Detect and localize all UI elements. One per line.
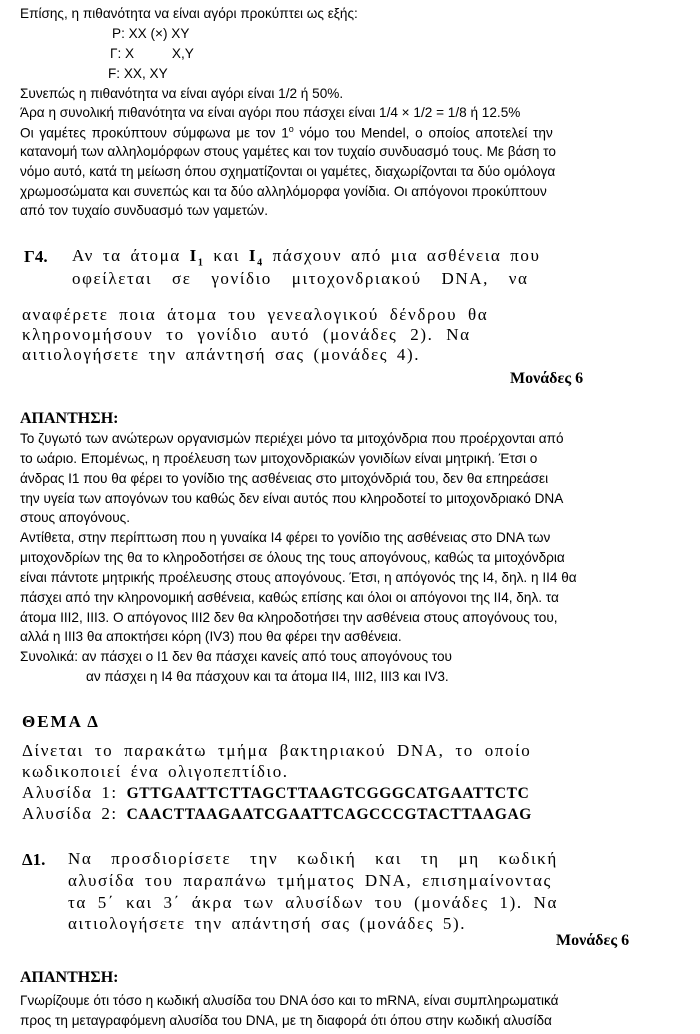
- intro-line-7: χρωμοσώματα και συνεπώς και τα δύο αλληλόμορφα γονίδια. Οι απόγονοι προκύπτουν: [20, 184, 547, 199]
- thema-d-title: ΘΕΜΑ Δ: [22, 712, 100, 731]
- g4-l1-c: πάσχουν από μια ασθένεια που: [263, 246, 541, 265]
- intro-line-5: κατανομή των αλληλομόρφων στους γαμέτες και τον τυχαίο συνδυασμό τους. Με βάση το: [20, 144, 556, 159]
- question-g4-number: Γ4.: [24, 247, 48, 266]
- answer-1-line-2: το ωάριο. Επομένως, η προέλευση των μιτοχονδριακών γονιδίων είναι μητρική. Έτσι ο: [20, 451, 538, 466]
- question-d1-line-3: τα 5΄ και 3΄ άκρα των αλυσίδων του (μονάδες 1). Να: [68, 893, 559, 912]
- answer-1-line-8: είναι πάντοτε μητρικής προέλευσης στους απογόνους. Έτσι, η απόγονός της Ι4, δηλ. η ΙΙ4 θα: [20, 570, 577, 585]
- d1-marks: Μονάδες 6: [556, 932, 630, 949]
- answer-1-line-12: Συνολικά: αν πάσχει ο Ι1 δεν θα πάσχει κανείς από τους απογόνους του: [20, 649, 452, 664]
- intro-line-4-b: νόμο του Mendel, ο οποίος αποτελεί την: [293, 125, 553, 141]
- answer-1-line-5: στους απογόνους.: [20, 510, 130, 525]
- intro-line-6: νόμο αυτό, κατά τη μείωση όπου σχηματίζονται οι γαμέτες, διαχωρίζονται τα δύο ομόλογα: [20, 164, 556, 179]
- question-g4-line-5: αιτιολογήσετε την απάντησή σας (μονάδες 4).: [22, 345, 421, 364]
- answer-1-line-9: πάσχει από την κληρονομική ασθένεια, καθώς επίσης και όλοι οι απόγονοι της ΙΙ4, δηλ. τα: [20, 590, 559, 605]
- answer-1-line-6: Αντίθετα, στην περίπτωση που η γυναίκα Ι4 φέρει το γονίδιο της ασθένειας στο DNA των: [20, 530, 551, 545]
- cross-gametes: Γ: X X,Y: [110, 46, 194, 61]
- ordinal-sup: ο: [288, 124, 294, 134]
- answer-1-line-10: άτομα ΙΙΙ2, ΙΙΙ3. Ο απόγονος ΙΙΙ2 δεν θα κληροδοτήσει την ασθένεια στους απογόνους του,: [20, 610, 558, 625]
- answer-1-summary-line: αν πάσχει η Ι4 θα πάσχουν και τα άτομα ΙΙ4, ΙΙΙ2, ΙΙΙ3 και IV3.: [86, 669, 449, 684]
- dna-chain-2: [22, 804, 532, 824]
- chain-2-sequence: CAACTTAAGAATCGAATTCAGCCCGTACTTAAGAG: [126, 806, 532, 823]
- answer-1-line-3: άνδρας Ι1 που θα φέρει το γονίδιο της ασθένειας στο μιτοχόνδριά του, δεν θα επηρεάσει: [20, 471, 549, 486]
- question-g4-line-2: οφείλεται σε γονίδιο μιτοχονδριακού DNA, να: [72, 269, 529, 288]
- chain-1-label: Αλυσίδα 1:: [22, 783, 127, 802]
- g4-i1: Ι: [189, 246, 198, 265]
- question-d1-line-4: αιτιολογήσετε την απάντησή σας (μονάδες 5).: [68, 914, 467, 933]
- intro-line-1: Επίσης, η πιθανότητα να είναι αγόρι προκύπτει ως εξής:: [20, 6, 358, 21]
- thema-d-line-2: κωδικοποιεί ένα ολιγοπεπτίδιο.: [22, 762, 289, 781]
- g4-i1-sub: 1: [197, 257, 205, 269]
- chain-2-label: Αλυσίδα 2:: [22, 804, 127, 823]
- question-d1-line-2: αλυσίδα του παραπάνω τμήματος DNA, επισημαίνοντας: [68, 871, 552, 890]
- g4-l1-b: και: [204, 246, 249, 265]
- intro-line-4-a: Οι γαμέτες προκύπτουν σύμφωνα με τον 1: [20, 125, 289, 141]
- answer-1-line-1: Το ζυγωτό των ανώτερων οργανισμών περιέχει μόνο τα μιτοχόνδρια που προέρχονται από: [20, 431, 564, 446]
- answer-1-heading: ΑΠΑΝΤΗΣΗ:: [20, 410, 119, 427]
- chain-1-sequence: GTTGAATTCTTAGCTTAAGTCGGGCATGAATTCTC: [126, 785, 530, 802]
- answer-1-line-7: μιτοχονδρίων της θα το κληροδοτήσει σε όλους της τους απογόνους, καθώς τα μιτοχόνδρια: [20, 550, 565, 565]
- question-d1-line-1: Να προσδιορίσετε την κωδική και τη μη κωδική: [68, 849, 558, 868]
- dna-chain-1: [22, 783, 529, 803]
- g4-l1-a: Αν τα άτομα: [72, 246, 190, 265]
- answer-1-line-4: την υγεία των απογόνων του καθώς δεν είναι αυτός που κληροδοτεί το μιτοχονδριακό DNA: [20, 491, 564, 506]
- cross-parents: P: XX (×) XY: [112, 26, 190, 41]
- answer-1-line-11: αλλά η ΙΙΙ3 θα αποκτήσει κόρη (IV3) που θα φέρει την ασθένεια.: [20, 629, 402, 644]
- question-g4-line-1: [72, 246, 541, 268]
- answer-2-heading: ΑΠΑΝΤΗΣΗ:: [20, 969, 119, 986]
- g4-i4: Ι: [248, 246, 258, 265]
- g4-i4-sub: 4: [257, 257, 264, 269]
- question-g4-line-3: αναφέρετε ποια άτομα του γενεαλογικού δένδρου θα: [22, 305, 489, 324]
- intro-line-8: από τον τυχαίο συνδυασμό των γαμετών.: [20, 203, 268, 218]
- question-g4-line-4: κληρονομήσουν το γονίδιο αυτό (μονάδες 2). Να: [22, 325, 471, 344]
- question-d1-number: Δ1.: [22, 850, 46, 869]
- intro-line-3: Άρα η συνολική πιθανότητα να είναι αγόρι που πάσχει είναι 1/4 × 1/2 = 1/8 ή 12.5%: [20, 105, 521, 120]
- answer-2-line-2: προς τη μεταγραφόμενη αλυσίδα του DNA, με τη διαφορά ότι όπου στην κωδική αλυσίδα: [20, 1013, 552, 1028]
- intro-line-2: Συνεπώς η πιθανότητα να είναι αγόρι είναι 1/2 ή 50%.: [20, 86, 344, 101]
- g4-marks: Μονάδες 6: [510, 370, 584, 387]
- thema-d-line-1: Δίνεται το παρακάτω τμήμα βακτηριακού DNA, το οποίο: [22, 741, 532, 760]
- intro-line-4: [20, 124, 553, 141]
- answer-2-line-1: Γνωρίζουμε ότι τόσο η κωδική αλυσίδα του DNA όσο και το mRNA, είναι συμπληρωματικά: [20, 993, 559, 1008]
- cross-offspring: F: XX, XY: [108, 66, 168, 81]
